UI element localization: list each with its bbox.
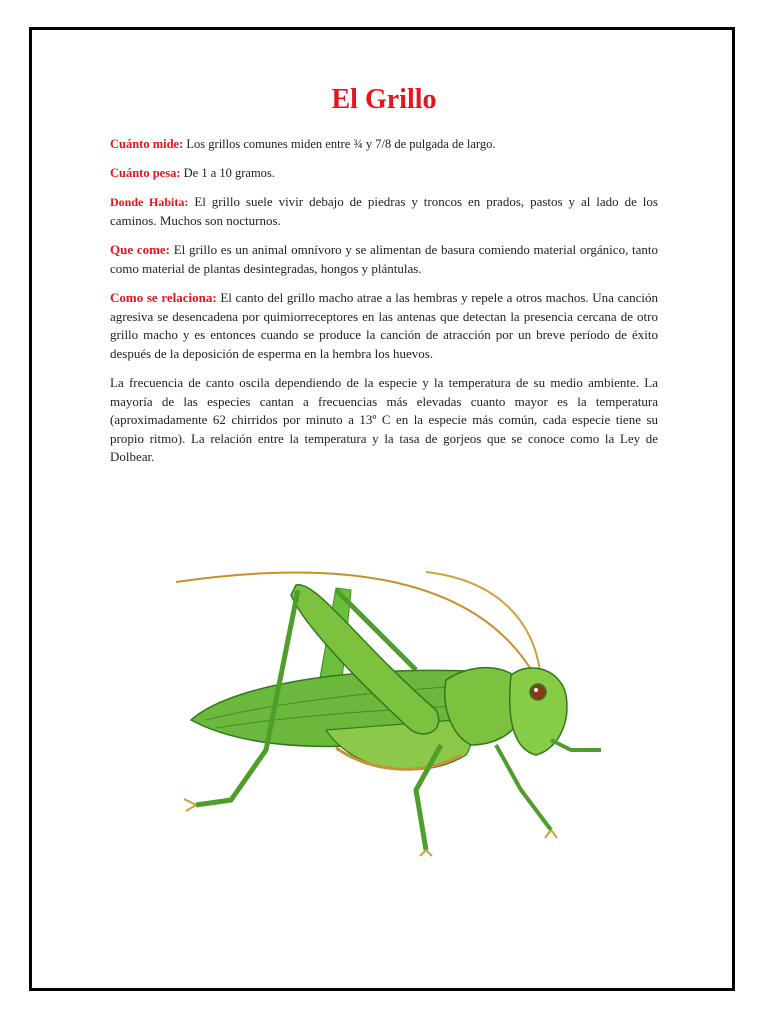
- text-behavior: El canto del grillo macho atrae a las hembras y repele a otros machos. Una canción agresiva se desencadena por quimiorreceptores en las antenas que detectan la presencia cercana de otro grillo macho y es entonces cuando se produce la canción de atracción por un breve período de éxito después de la deposición de esperma en la hembra los huevos.: [110, 290, 659, 361]
- text-weight: De 1 a 10 gramos.: [180, 166, 275, 180]
- text-habitat: El grillo suele vivir debajo de piedras y troncos en prados, pastos y al lado de los caminos. Muchos son nocturnos.: [110, 194, 658, 228]
- paragraph-behavior: [110, 289, 658, 363]
- label-behavior: Como se relaciona:: [110, 290, 217, 305]
- foot-middle: [420, 850, 432, 856]
- paragraph-frequency: La frecuencia de canto oscila dependiendo de la especie y la temperatura de su medio ambiente. La mayoría de las especies cantan a frecuencias más elevadas cuanto mayor es la temperatura (aproximadamente 62 chirridos por minuto a 13º C en la especie más común, cada especie tiene su propio ritmo). La relación entre la temperatura y la tasa de gorjeos que se conoce como la Ley de Dolbear.: [110, 375, 658, 464]
- cricket-illustration: [176, 560, 606, 860]
- paragraph-diet: [110, 241, 658, 278]
- text-size: Los grillos comunes miden entre ¾ y 7/8 de pulgada de largo.: [183, 137, 496, 151]
- page-title: El Grillo: [331, 84, 437, 115]
- paragraph-weight: [110, 164, 658, 182]
- foot-front: [545, 830, 557, 838]
- label-habitat: Donde Habita:: [110, 195, 189, 209]
- eye-highlight: [534, 688, 538, 692]
- cricket-eye: [530, 684, 546, 700]
- document-body: [110, 135, 658, 467]
- label-size: Cuánto mide:: [110, 137, 184, 151]
- front-leg-1: [496, 745, 551, 830]
- paragraph-habitat: [110, 193, 658, 230]
- antenna-right: [426, 572, 541, 680]
- foot-hind: [184, 799, 196, 811]
- label-diet: Que come:: [110, 242, 171, 257]
- label-weight: Cuánto pesa:: [110, 166, 181, 180]
- paragraph-size: [110, 135, 658, 153]
- front-leg-2: [551, 740, 601, 750]
- text-diet: El grillo es un animal omnívoro y se alimentan de basura comiendo material orgánico, tanto como material de plantas desintegradas, hongos y plántulas.: [110, 242, 659, 276]
